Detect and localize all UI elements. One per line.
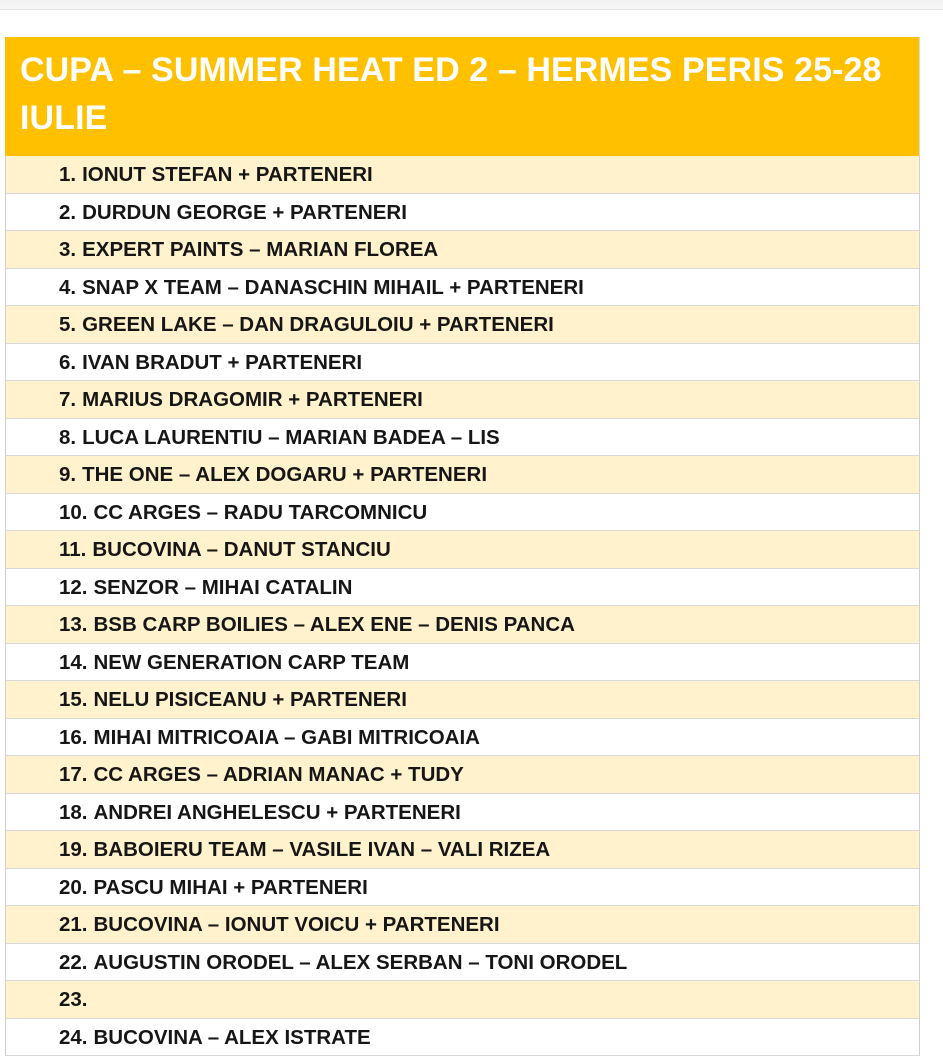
entry-number: 19.	[59, 838, 88, 861]
entry-number: 14.	[59, 650, 88, 674]
entry-number: 4.	[59, 275, 77, 299]
entry-number: 15.	[59, 688, 88, 711]
table-row	[6, 306, 919, 344]
table-row	[6, 456, 919, 494]
table-row	[6, 794, 919, 832]
entry-team-name: GREEN LAKE – DAN DRAGULOIU + PARTENERI	[82, 313, 554, 336]
entry-team-name: DURDUN GEORGE + PARTENERI	[82, 200, 407, 224]
entry-team-name: IVAN BRADUT + PARTENERI	[82, 350, 363, 374]
table-row	[6, 831, 919, 869]
entry-team-name: SNAP X TEAM – DANASCHIN MIHAIL + PARTENERI	[82, 275, 584, 299]
table-row	[6, 644, 919, 682]
entry-team-name: BUCOVINA – DANUT STANCIU	[92, 538, 391, 561]
entry-team-name: MIHAI MITRICOAIA – GABI MITRICOAIA	[93, 725, 480, 749]
table-row	[6, 906, 919, 944]
entry-team-name: BSB CARP BOILIES – ALEX ENE – DENIS PANCA	[93, 613, 575, 636]
entry-team-name: CC ARGES – ADRIAN MANAC + TUDY	[93, 763, 464, 786]
entry-number: 13.	[59, 613, 88, 636]
viewer-top-bar	[0, 0, 943, 10]
table-row	[6, 419, 919, 457]
entry-number: 11.	[59, 538, 87, 561]
table-row	[6, 569, 919, 607]
entry-team-name: THE ONE – ALEX DOGARU + PARTENERI	[82, 463, 488, 486]
entry-number: 24.	[59, 1025, 88, 1049]
entry-team-name: ANDREI ANGHELESCU + PARTENERI	[93, 800, 461, 824]
team-list-table	[5, 37, 920, 1056]
table-row	[6, 606, 919, 644]
entry-number: 22.	[59, 950, 88, 974]
entry-number: 17.	[59, 763, 88, 786]
table-row	[6, 194, 919, 232]
entry-team-name: CC ARGES – RADU TARCOMNICU	[93, 500, 428, 524]
table-row	[6, 944, 919, 982]
entry-team-name: MARIUS DRAGOMIR + PARTENERI	[82, 388, 423, 411]
entry-number: 23.	[59, 988, 88, 1011]
entry-team-name: IONUT STEFAN + PARTENERI	[82, 163, 373, 186]
entry-number: 18.	[59, 800, 88, 824]
entry-number: 6.	[59, 350, 77, 374]
entry-team-name: BUCOVINA – ALEX ISTRATE	[93, 1025, 371, 1049]
entry-number: 3.	[59, 238, 77, 261]
table-row	[6, 981, 919, 1019]
table-row	[6, 344, 919, 382]
entry-number: 9.	[59, 463, 77, 486]
entry-number: 10.	[59, 500, 88, 524]
entry-number: 2.	[59, 200, 77, 224]
table-row	[6, 231, 919, 269]
entry-team-name: NEW GENERATION CARP TEAM	[93, 650, 410, 674]
table-row	[6, 156, 919, 194]
entry-team-name: BABOIERU TEAM – VASILE IVAN – VALI RIZEA	[93, 838, 551, 861]
table-row	[6, 756, 919, 794]
table-row	[6, 531, 919, 569]
entry-number: 16.	[59, 725, 88, 749]
entry-team-name: SENZOR – MIHAI CATALIN	[93, 575, 353, 599]
table-row	[6, 269, 919, 307]
table-row	[6, 869, 919, 907]
entry-number: 20.	[59, 875, 88, 899]
table-row	[6, 381, 919, 419]
entry-team-name: PASCU MIHAI + PARTENERI	[93, 875, 368, 899]
entry-team-name: NELU PISICEANU + PARTENERI	[93, 688, 407, 711]
entry-team-name: EXPERT PAINTS – MARIAN FLOREA	[82, 238, 439, 261]
entry-number: 21.	[59, 913, 88, 936]
table-row	[6, 681, 919, 719]
entries-list	[5, 156, 920, 1056]
entry-number: 5.	[59, 313, 77, 336]
table-row	[6, 494, 919, 532]
entry-number: 1.	[59, 163, 77, 186]
entry-team-name: AUGUSTIN ORODEL – ALEX SERBAN – TONI ORODEL	[93, 950, 628, 974]
table-title: CUPA – SUMMER HEAT ED 2 – HERMES PERIS 25-28 IULIE	[5, 37, 920, 156]
entry-number: 7.	[59, 388, 77, 411]
entry-number: 8.	[59, 425, 77, 449]
table-row	[6, 719, 919, 757]
entry-team-name: LUCA LAURENTIU – MARIAN BADEA – LIS	[82, 425, 500, 449]
entry-team-name: BUCOVINA – IONUT VOICU + PARTENERI	[93, 913, 500, 936]
table-row	[6, 1019, 919, 1057]
entry-number: 12.	[59, 575, 88, 599]
